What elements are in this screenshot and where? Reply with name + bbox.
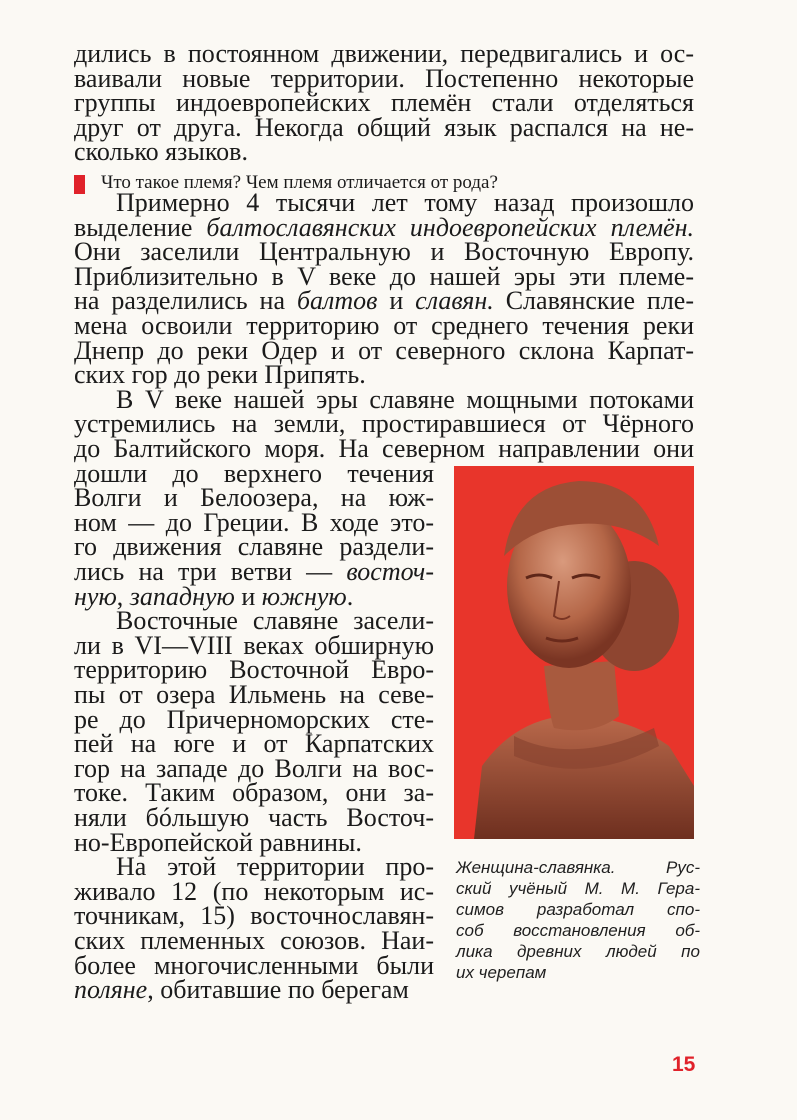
emphasis: западную xyxy=(129,582,235,611)
text-line: Днепр до реки Одер и от северного склона Карпат- xyxy=(74,336,694,365)
text-line: ских племенных союзов. Наи- xyxy=(74,926,434,955)
text-line: ли в VI—VIII веках обширную xyxy=(74,631,434,660)
text-span: лись на три ветви — xyxy=(74,557,347,586)
caption-line: ский учёный М. М. Гера- xyxy=(456,879,700,898)
bust-photo xyxy=(454,466,694,839)
bust-illustration xyxy=(454,466,694,839)
emphasis: восточ- xyxy=(346,557,434,586)
text-line: На этой территории про- xyxy=(116,852,434,881)
text-span: , обитавшие по берегам xyxy=(147,975,409,1004)
text-span: , xyxy=(116,582,130,611)
text-span: и xyxy=(234,582,262,611)
caption-line: лика древних людей по xyxy=(456,942,700,961)
text-line: до Балтийского моря. На северном направлении они xyxy=(74,434,694,463)
emphasis: поляне xyxy=(74,975,148,1004)
photo-caption xyxy=(456,857,700,983)
text-line: сколько языков. xyxy=(74,137,248,166)
text-line: живало 12 (по некоторым ис- xyxy=(74,877,434,906)
text-line: дошли до верхнего течения xyxy=(74,459,434,488)
caption-line: симов разработал спо- xyxy=(456,900,700,919)
text-line: токе. Таким образом, они за- xyxy=(74,778,434,807)
text-line: ваивали новые территории. Постепенно некоторые xyxy=(74,64,694,93)
text-span: выделение xyxy=(74,213,207,242)
text-line: няли бóльшую часть Восточ- xyxy=(74,803,434,832)
text-line: ре до Причерноморских сте- xyxy=(74,705,434,734)
text-line: друг от друга. Некогда общий язык распался на не- xyxy=(74,113,694,142)
emphasis: славян. xyxy=(415,286,494,315)
text-line: пы от озера Ильмень на севе- xyxy=(74,680,434,709)
text-line: ских гор до реки Припять. xyxy=(74,360,366,389)
emphasis: ную xyxy=(74,582,117,611)
caption-line: Женщина-славянка. Рус- xyxy=(456,858,700,877)
text-line: го движения славяне раздели- xyxy=(74,532,434,561)
text-line: более многочисленными были xyxy=(74,951,434,980)
text-line: точникам, 15) восточнославян- xyxy=(74,901,434,930)
text-line: группы индоевропейских племён стали отделяться xyxy=(74,88,694,117)
page-number: 15 xyxy=(672,1053,696,1076)
text-line: дились в постоянном движении, передвигались и ос- xyxy=(74,39,694,68)
caption-line: их черепам xyxy=(456,963,547,982)
text-line: пей на юге и от Карпатских xyxy=(74,729,434,758)
text-line: территорию Восточной Евро- xyxy=(74,655,434,684)
text-line: но-Европейской равнины. xyxy=(74,828,362,857)
text-line: Приблизительно в V веке до нашей эры эти племе- xyxy=(74,262,694,291)
text-span: . xyxy=(346,582,354,611)
text-line: ном — до Греции. В ходе это- xyxy=(74,508,434,537)
question-text: Что такое племя? Чем племя отличается от рода? xyxy=(101,172,498,193)
text-line: гор на западе до Волги на вос- xyxy=(74,754,434,783)
text-line: Примерно 4 тысячи лет тому назад произошло xyxy=(116,188,694,217)
emphasis: южную xyxy=(261,582,347,611)
text-line: Восточные славяне засели- xyxy=(116,606,434,635)
text-line: В V веке нашей эры славяне мощными потоками xyxy=(116,385,694,414)
text-span: на разделились на xyxy=(74,286,297,315)
text-span: Славянские пле- xyxy=(493,286,694,315)
text-span: и xyxy=(377,286,416,315)
text-line: Волги и Белоозера, на юж- xyxy=(74,483,434,512)
text-line xyxy=(74,976,434,1004)
caption-line: соб восстановления об- xyxy=(456,921,700,940)
text-line: мена освоили территорию от среднего течения реки xyxy=(74,311,694,340)
text-line: устремились на земли, простиравшиеся от Чёрного xyxy=(74,409,694,438)
text-line: Они заселили Центральную и Восточную Европу. xyxy=(74,237,694,266)
emphasis: балтославянских индоевропейских племён. xyxy=(206,213,694,242)
emphasis: балтов xyxy=(296,286,378,315)
